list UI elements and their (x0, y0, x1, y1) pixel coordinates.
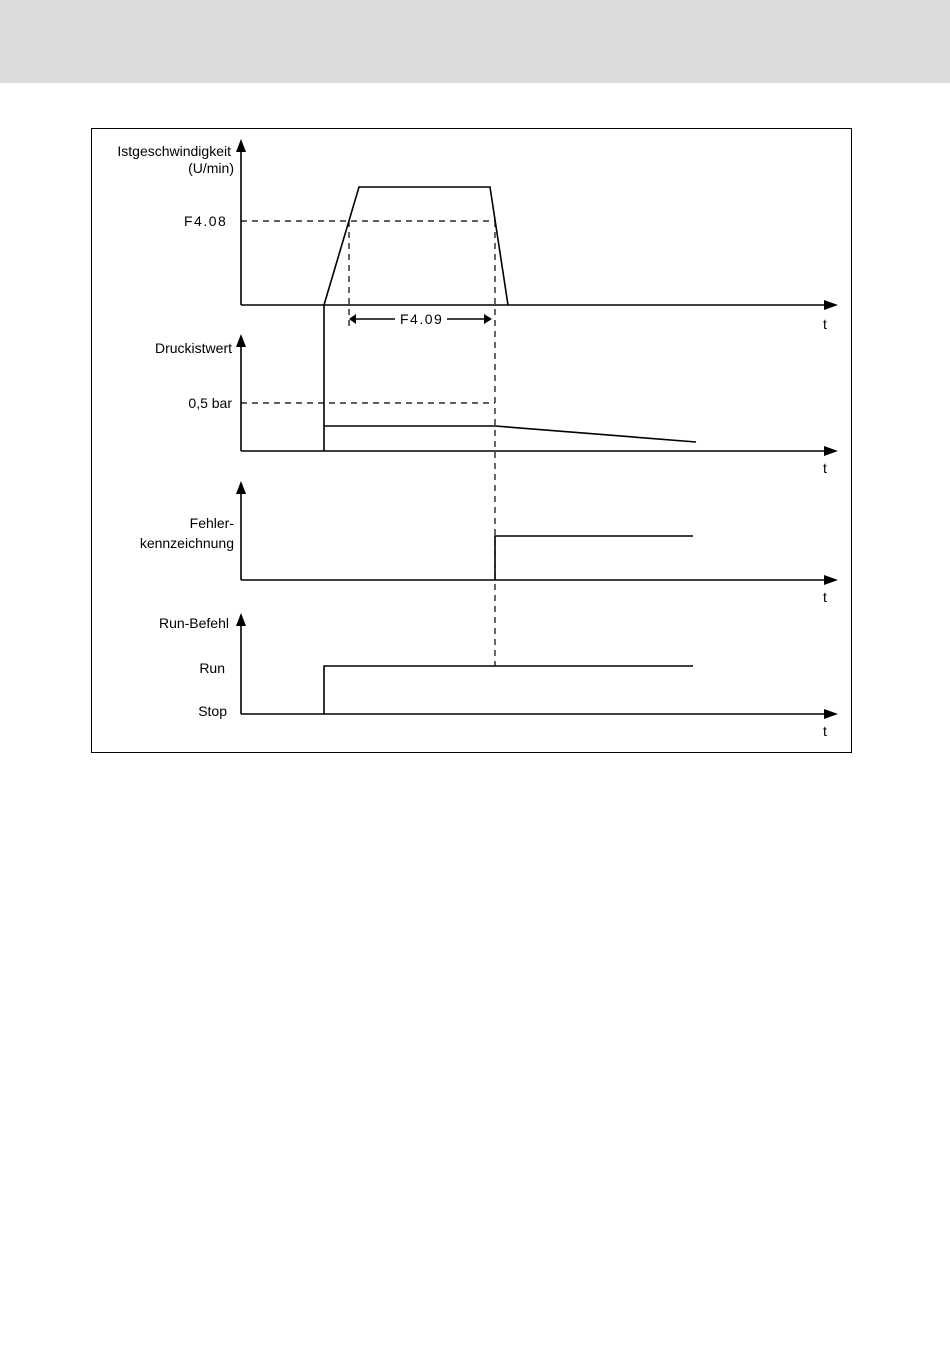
speed-ylabel-line1: Istgeschwindigkeit (117, 143, 231, 159)
run-ylabel: Run-Befehl (158, 615, 229, 631)
run-state-high-label: Run (199, 660, 225, 676)
fault-ylabel-line2: kennzeichnung (139, 535, 234, 551)
fault-ylabel-line1: Fehler- (189, 515, 234, 531)
speed-y-axis-arrow (236, 139, 246, 152)
run-xlabel: t (823, 723, 827, 739)
run-state-low-label: Stop (198, 703, 227, 719)
interval-label: F4.09 (400, 311, 444, 327)
run-signal (324, 666, 693, 714)
run-y-axis-arrow (236, 613, 246, 626)
speed-x-axis-arrow (824, 300, 838, 310)
speed-ylabel-line2: (U/min) (188, 160, 234, 176)
fault-xlabel: t (823, 589, 827, 605)
pressure-x-axis-arrow (824, 446, 838, 456)
fault-panel (140, 481, 838, 605)
pressure-ylabel: Druckistwert (154, 340, 232, 356)
speed-curve (324, 187, 508, 305)
speed-xlabel: t (823, 316, 827, 332)
pressure-panel (155, 334, 838, 476)
pressure-curve (324, 426, 696, 451)
fault-x-axis-arrow (824, 575, 838, 585)
run-x-axis-arrow (824, 709, 838, 719)
fault-signal (495, 536, 693, 580)
run-panel (159, 613, 838, 739)
fault-y-axis-arrow (236, 481, 246, 494)
pressure-xlabel: t (823, 460, 827, 476)
pressure-level-label: 0,5 bar (188, 395, 232, 411)
speed-level-label: F4.08 (184, 213, 228, 229)
interval-arrowhead-right (484, 314, 492, 324)
pressure-y-axis-arrow (236, 334, 246, 347)
interval-arrowhead-left (349, 314, 356, 324)
